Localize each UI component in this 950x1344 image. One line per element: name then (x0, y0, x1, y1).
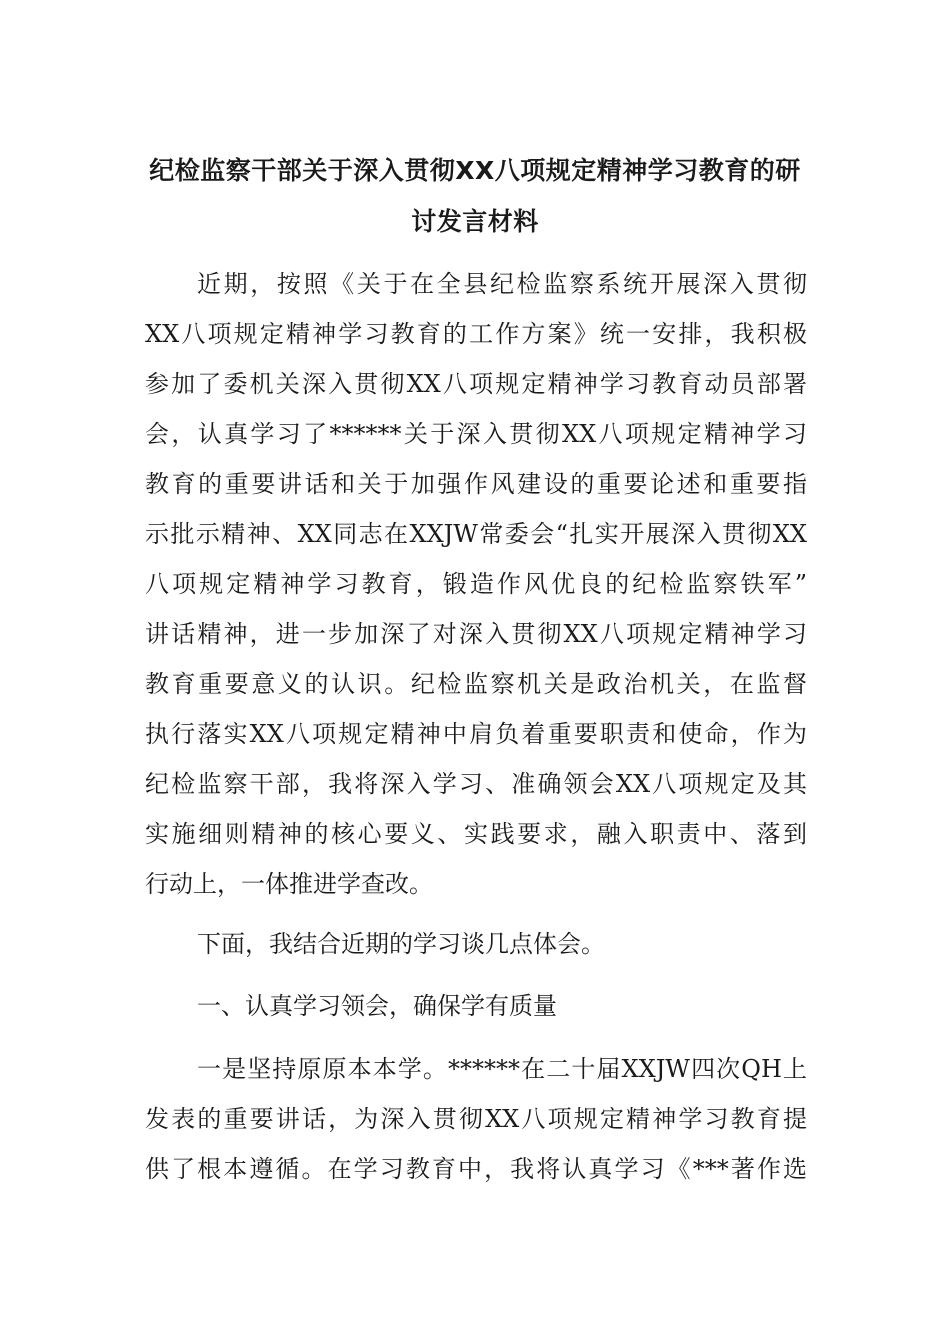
paragraph-line: 纪检监察干部，我将深入学习、准确领会XX八项规定及其 (145, 770, 807, 798)
document-title-line-2: 讨发言材料 (411, 207, 539, 236)
paragraph-line: 行动上，一体推进学查改。 (145, 870, 433, 898)
paragraph-line: 教育的重要讲话和关于加强作风建设的重要论述和重要指 (145, 470, 807, 498)
paragraph-2: 下面，我结合近期的学习谈几点体会。 (197, 930, 605, 958)
paragraph-line: 实施细则精神的核心要义、实践要求，融入职责中、落到 (145, 820, 807, 848)
paragraph-line: 讲话精神，进一步加深了对深入贯彻XX八项规定精神学习 (145, 620, 807, 648)
paragraph-line: 执行落实XX八项规定精神中肩负着重要职责和使命，作为 (145, 720, 807, 748)
document-title-line-1: 纪检监察干部关于深入贯彻XX八项规定精神学习教育的研 (149, 156, 801, 185)
paragraph-line: 教育重要意义的认识。纪检监察机关是政治机关，在监督 (145, 670, 807, 698)
paragraph-line: 一是坚持原原本本学。******在二十届XXJW四次QH上 (197, 1055, 807, 1083)
paragraph-line: 供了根本遵循。在学习教育中，我将认真学习《***著作选 (145, 1155, 807, 1183)
paragraph-line: 近期，按照《关于在全县纪检监察系统开展深入贯彻 (197, 270, 807, 298)
paragraph-line: 参加了委机关深入贯彻XX八项规定精神学习教育动员部署 (145, 370, 807, 398)
paragraph-line: 发表的重要讲话，为深入贯彻XX八项规定精神学习教育提 (145, 1105, 807, 1133)
paragraph-line: 八项规定精神学习教育，锻造作风优良的纪检监察铁军” (145, 570, 807, 598)
paragraph-line: XX八项规定精神学习教育的工作方案》统一安排，我积极 (145, 320, 807, 348)
section-heading-1: 一、认真学习领会，确保学有质量 (197, 992, 557, 1020)
paragraph-line: 示批示精神、XX同志在XXJW常委会“扎实开展深入贯彻XX (145, 520, 807, 548)
paragraph-line: 会，认真学习了******关于深入贯彻XX八项规定精神学习 (145, 420, 807, 448)
